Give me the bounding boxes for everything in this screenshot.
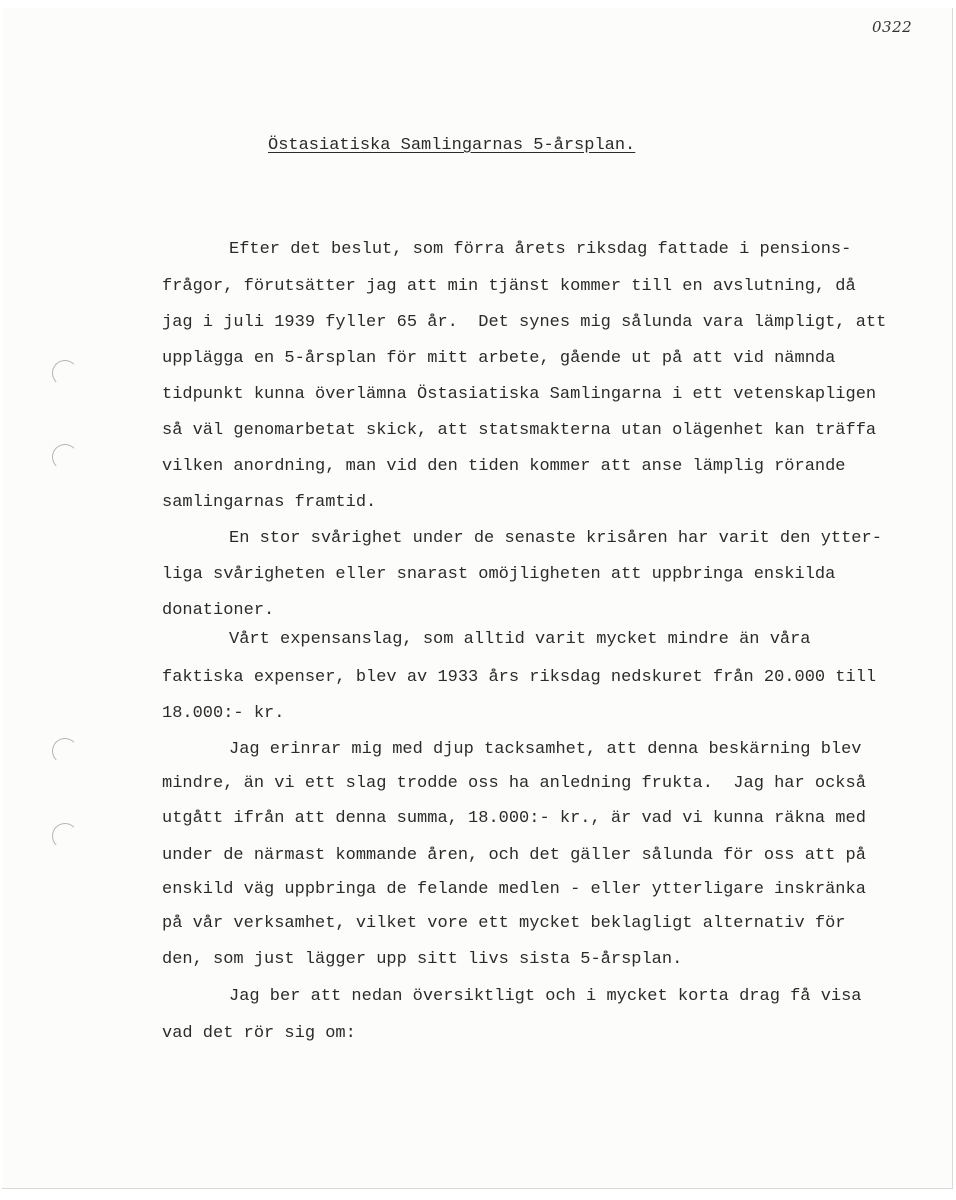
- text-line: frågor, förutsätter jag att min tjänst kommer till en avslutning, då: [162, 277, 856, 296]
- text-line: upplägga en 5-årsplan för mitt arbete, gående ut på att vid nämnda: [162, 349, 836, 368]
- text-line: vilken anordning, man vid den tiden kommer att anse lämplig rörande: [162, 457, 846, 476]
- text-line: utgått ifrån att denna summa, 18.000:- kr., är vad vi kunna räkna med: [162, 809, 866, 828]
- page-number: 0322: [872, 18, 913, 36]
- punch-hole: [52, 360, 78, 386]
- text-line: vad det rör sig om:: [162, 1024, 356, 1043]
- text-line: under de närmast kommande åren, och det gäller sålunda för oss att på: [162, 846, 866, 865]
- text-line: samlingarnas framtid.: [162, 493, 377, 512]
- text-line: den, som just lägger upp sitt livs sista 5-årsplan.: [162, 950, 683, 969]
- paper-sheet: [2, 8, 953, 1189]
- text-line: 18.000:- kr.: [162, 704, 285, 723]
- punch-hole: [52, 738, 78, 764]
- text-line: på vår verksamhet, vilket vore ett mycket beklagligt alternativ för: [162, 914, 846, 933]
- text-line: Efter det beslut, som förra årets riksdag fattade i pensions-: [229, 240, 852, 259]
- text-line: liga svårigheten eller snarast omöjligheten att uppbringa enskilda: [162, 565, 836, 584]
- punch-hole: [52, 444, 78, 470]
- text-line: så väl genomarbetat skick, att statsmakterna utan olägenhet kan träffa: [162, 421, 877, 440]
- punch-hole: [52, 823, 78, 849]
- text-line: Jag erinrar mig med djup tacksamhet, att denna beskärning blev: [229, 740, 862, 759]
- text-line: tidpunkt kunna överlämna Östasiatiska Samlingarna i ett vetenskapligen: [162, 385, 877, 404]
- text-line: faktiska expenser, blev av 1933 års riksdag nedskuret från 20.000 till: [162, 668, 877, 687]
- text-line: donationer.: [162, 601, 275, 620]
- text-line: jag i juli 1939 fyller 65 år. Det synes mig sålunda vara lämpligt, att: [162, 313, 887, 332]
- text-line: enskild väg uppbringa de felande medlen - eller ytterligare inskränka: [162, 880, 866, 899]
- text-line: Vårt expensanslag, som alltid varit mycket mindre än våra: [229, 630, 811, 649]
- text-line: mindre, än vi ett slag trodde oss ha anledning frukta. Jag har också: [162, 774, 866, 793]
- text-line: Jag ber att nedan översiktligt och i mycket korta drag få visa: [229, 987, 862, 1006]
- document-title: Östasiatiska Samlingarnas 5-årsplan.: [268, 136, 636, 155]
- text-line: En stor svårighet under de senaste krisåren har varit den ytter-: [229, 529, 882, 548]
